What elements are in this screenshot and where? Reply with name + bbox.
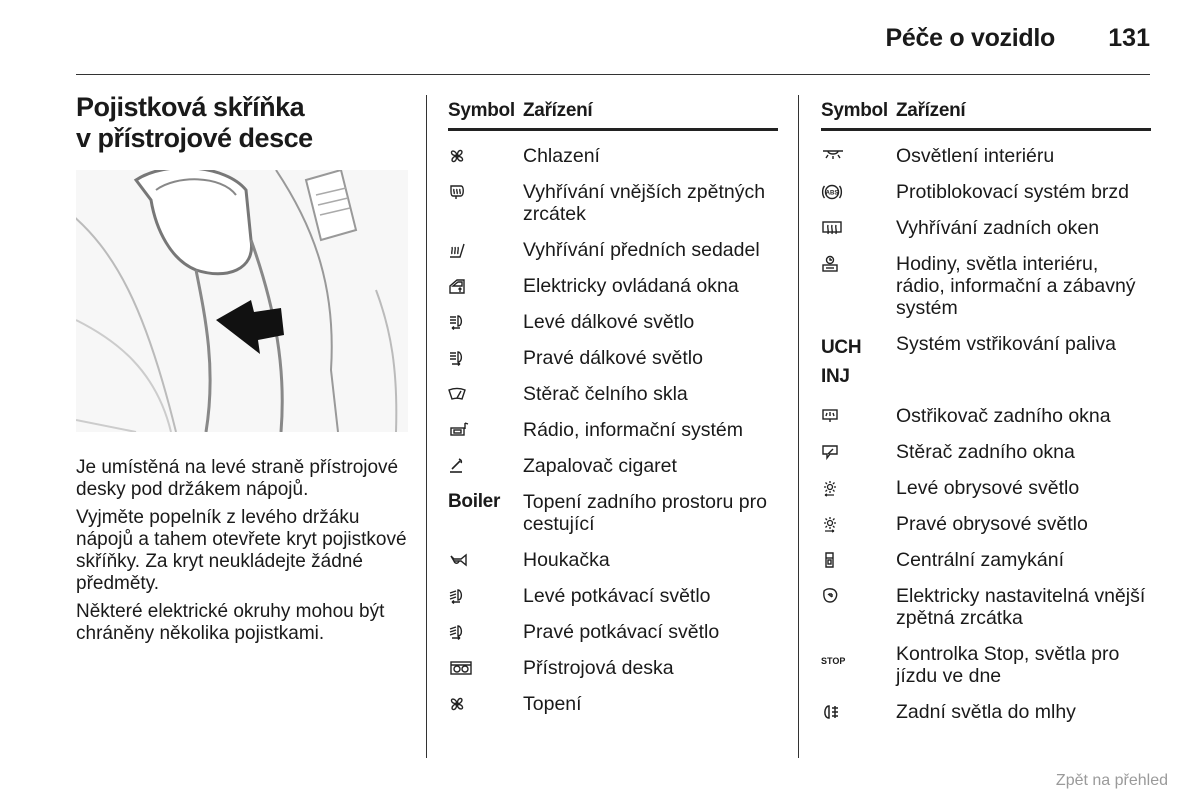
paragraph-note: Některé elektrické okruhy mohou být chráněny několika pojistkami.	[76, 601, 385, 644]
table-row: Topení	[448, 693, 778, 715]
parking-light-left-icon	[821, 479, 839, 497]
table-row: Elektricky nastavitelná vnější zpětná zrcátka	[821, 585, 1151, 629]
abs-icon	[821, 183, 843, 201]
table-row: Osvětlení interiéru	[821, 145, 1151, 167]
rear-wiper-icon	[821, 443, 839, 461]
table-row: STOP Kontrolka Stop, světla pro jízdu ve dne	[821, 643, 1120, 687]
page-number: 131	[1108, 24, 1150, 52]
power-mirror-icon	[821, 587, 839, 605]
table-row: Vyhřívání zadních oken	[821, 217, 1151, 239]
table-row: Levé potkávací světlo	[448, 585, 778, 607]
table-row: Hodiny, světla interiéru, rádio, informační a zábavný systém	[821, 253, 1151, 319]
high-beam-right-icon	[448, 349, 466, 367]
device-column-header: Zařízení	[896, 100, 966, 121]
symbol-column-header: Symbol	[821, 100, 888, 121]
fuse-box-illustration	[76, 170, 408, 432]
table-row: Vyhřívání předních sedadel	[448, 239, 778, 261]
interior-light-icon	[821, 147, 845, 165]
table-row: Pravé potkávací světlo	[448, 621, 778, 643]
table-header	[821, 100, 1151, 131]
table-row: Levé dálkové světlo	[448, 311, 778, 333]
parking-light-right-icon	[821, 515, 839, 533]
column-divider	[426, 95, 427, 758]
radio-icon	[448, 421, 470, 439]
device-column-header: Zařízení	[523, 100, 593, 121]
table-row: Zadní světla do mlhy	[821, 701, 1151, 723]
header-rule	[76, 74, 1150, 75]
table-row: Houkačka	[448, 549, 778, 571]
table-row: Chlazení	[448, 145, 778, 167]
left-column	[76, 92, 408, 645]
paragraph-location: Je umístěná na levé straně přístrojové desky pod držákem nápojů.	[76, 457, 399, 500]
fan-icon	[448, 695, 466, 713]
instrument-panel-icon	[448, 659, 474, 677]
table-row: ABS Protiblokovací systém brzd	[821, 181, 1151, 203]
uch-inj-symbol: UCH INJ	[821, 337, 862, 387]
fan-icon	[448, 147, 466, 165]
paragraph-instructions: Vyjměte popelník z levého držáku nápojů a tahem otevřete kryt pojistkové skříňky. Za kryt neukládejte žádné předměty.	[76, 507, 407, 594]
horn-icon	[448, 551, 470, 569]
section-title: Pojistková skříňka v přístrojové desce	[76, 92, 313, 153]
heated-seat-icon	[448, 241, 466, 259]
stop-symbol: STOP	[821, 656, 846, 666]
rear-washer-icon	[821, 407, 839, 425]
low-beam-right-icon	[448, 623, 466, 641]
rear-defrost-icon	[821, 219, 843, 237]
table-header	[448, 100, 778, 131]
column-divider	[798, 95, 799, 758]
windshield-wiper-icon	[448, 385, 466, 403]
fuse-table-left	[448, 100, 778, 715]
table-row: Levé obrysové světlo	[821, 477, 1151, 499]
svg-text:ABS: ABS	[825, 190, 839, 197]
central-locking-icon	[821, 551, 839, 569]
back-to-overview-link[interactable]: Zpět na přehled	[1055, 772, 1168, 789]
cigarette-lighter-icon	[448, 457, 466, 475]
table-row: Pravé dálkové světlo	[448, 347, 778, 369]
fuse-table-right	[821, 100, 1151, 723]
table-row: Centrální zamykání	[821, 549, 1151, 571]
table-row: Stěrač čelního skla	[448, 383, 778, 405]
heated-mirror-icon	[448, 183, 466, 201]
table-row: Vyhřívání vnějších zpětných zrcátek	[448, 181, 778, 225]
table-row: Elektricky ovládaná okna	[448, 275, 778, 297]
low-beam-left-icon	[448, 587, 466, 605]
table-row: Stěrač zadního okna	[821, 441, 1151, 463]
table-row: Zapalovač cigaret	[448, 455, 778, 477]
table-row: Ostřikovač zadního okna	[821, 405, 1151, 427]
high-beam-left-icon	[448, 313, 466, 331]
table-row: Rádio, informační systém	[448, 419, 778, 441]
power-window-icon	[448, 277, 466, 295]
rear-fog-light-icon	[821, 703, 839, 721]
page-header-title: Péče o vozidlo	[885, 24, 1055, 52]
clock-radio-icon	[821, 255, 839, 273]
table-row: Pravé obrysové světlo	[821, 513, 1151, 535]
table-row: UCH INJ Systém vstřikování paliva	[821, 333, 1151, 391]
boiler-symbol: Boiler	[448, 491, 501, 512]
symbol-column-header: Symbol	[448, 100, 515, 121]
table-row: Přístrojová deska	[448, 657, 778, 679]
table-row: Boiler Topení zadního prostoru pro cestující	[448, 491, 767, 535]
